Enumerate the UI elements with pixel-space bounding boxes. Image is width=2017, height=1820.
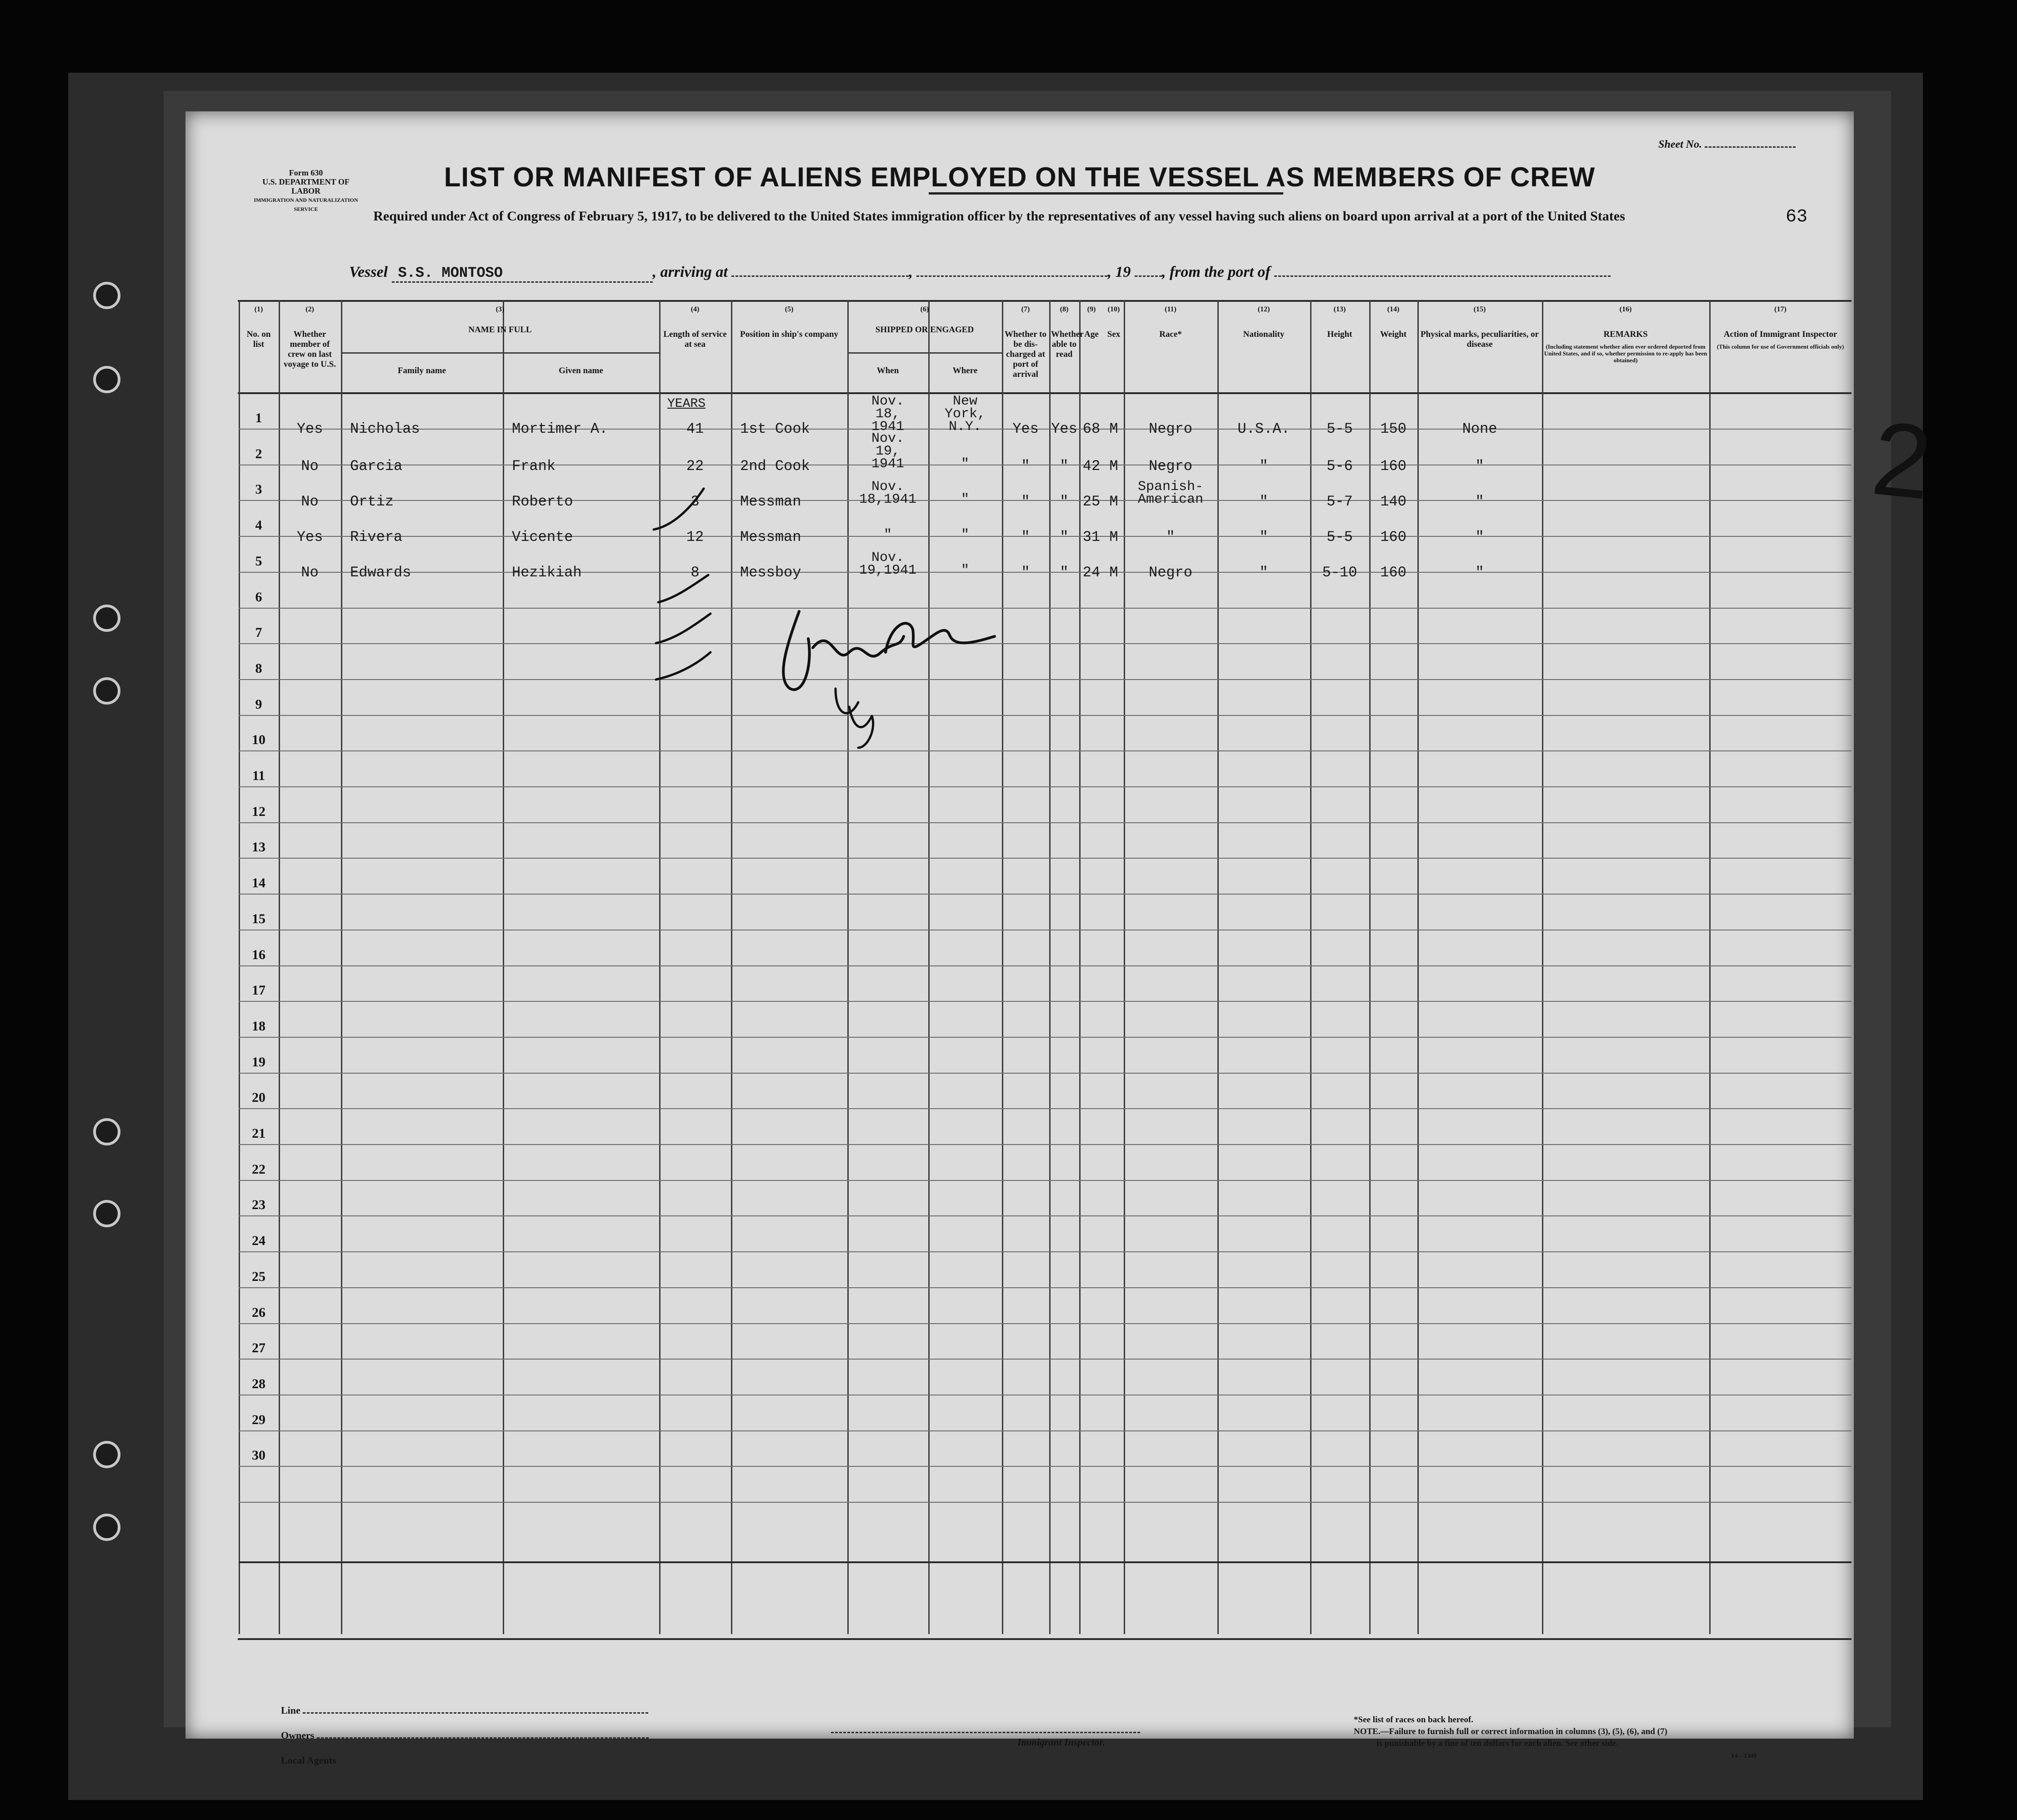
sheet-label: Sheet No. — [1658, 139, 1702, 150]
row-number: 17 — [252, 983, 265, 998]
age-cell: 24 — [1082, 564, 1101, 581]
column-number: (14) — [1387, 305, 1400, 313]
family-name-cell: Ortiz — [350, 493, 394, 510]
row-divider — [239, 1502, 1852, 1503]
able-to-read-cell: " — [1060, 564, 1069, 581]
shipped-where-cell: " — [961, 492, 969, 507]
nationality-cell: " — [1259, 458, 1268, 475]
vessel-name: S.S. MONTOSO — [392, 265, 653, 283]
penalty-note-2: is punishable by a fine of ten dollars for each alien. See other side. — [1376, 1739, 1618, 1748]
sex-cell: M — [1109, 420, 1118, 437]
column-header: SHIPPED OR ENGAGED — [875, 325, 974, 335]
row-divider — [239, 1144, 1852, 1145]
column-number: (9) — [1087, 305, 1096, 313]
family-name-cell: Garcia — [350, 458, 403, 475]
binder-hole-icon — [93, 1118, 120, 1145]
nationality-cell: " — [1259, 493, 1268, 510]
row-divider — [239, 786, 1852, 787]
row-number: 19 — [252, 1054, 265, 1070]
column-header: Action of Immigrant Inspector — [1723, 330, 1837, 339]
row-divider — [239, 1287, 1852, 1288]
weight-cell: 160 — [1380, 458, 1406, 475]
able-to-read-cell: " — [1060, 529, 1069, 545]
last-voyage-cell: No — [301, 458, 319, 475]
given-name-cell: Frank — [512, 458, 556, 475]
given-name-cell: Vicente — [512, 529, 573, 545]
row-number: 25 — [252, 1269, 265, 1284]
row-number: 12 — [252, 804, 265, 819]
column-number: (16) — [1619, 305, 1632, 313]
column-number: (5) — [785, 305, 794, 313]
row-number: 20 — [252, 1090, 265, 1105]
column-header: Weight — [1380, 330, 1407, 339]
given-name-cell: Mortimer A. — [512, 420, 608, 437]
inspector-signature-line — [831, 1732, 1140, 1733]
column-header: Whether member of crew on last voyage to U.S. — [283, 330, 336, 369]
column-number: (6) — [920, 305, 929, 313]
inspector-signature-icon — [758, 598, 1013, 757]
binder-hole-icon — [93, 1200, 120, 1227]
row-number: 28 — [252, 1376, 265, 1391]
given-name-cell: Hezikiah — [512, 564, 582, 581]
height-cell: 5-5 — [1326, 529, 1353, 545]
owners-label: Owners — [281, 1730, 315, 1741]
column-number: (8) — [1060, 305, 1069, 313]
service-length-cell: 41 — [686, 420, 704, 437]
agents-label: Local Agents — [281, 1755, 336, 1766]
line-label: Line — [281, 1705, 300, 1716]
column-subheader: When — [876, 366, 899, 375]
row-number: 18 — [252, 1018, 265, 1034]
discharged-cell: Yes — [1012, 420, 1039, 437]
service-length-cell: 8 — [691, 564, 700, 581]
height-cell: 5-5 — [1326, 420, 1353, 437]
inspector-label: Immigrant Inspector. — [1017, 1736, 1106, 1748]
row-divider — [239, 1001, 1852, 1002]
column-number: (10) — [1107, 305, 1120, 313]
row-divider — [239, 894, 1852, 895]
position-cell: Messboy — [740, 564, 801, 581]
column-subheader: Where — [952, 366, 978, 375]
position-cell: 1st Cook — [740, 420, 810, 437]
nationality-cell: " — [1259, 529, 1268, 545]
last-voyage-cell: No — [301, 493, 319, 510]
row-divider — [239, 1359, 1852, 1360]
able-to-read-cell: " — [1060, 458, 1069, 475]
row-divider — [239, 1108, 1852, 1109]
row-number: 16 — [252, 947, 265, 962]
body-bottom-rule — [239, 1561, 1852, 1563]
race-cell: Negro — [1148, 564, 1192, 581]
check-marks-icon — [649, 411, 740, 702]
sex-cell: M — [1109, 564, 1118, 581]
race-note: *See list of races on back hereof. — [1354, 1715, 1473, 1725]
sex-cell: M — [1109, 493, 1118, 510]
age-cell: 31 — [1082, 529, 1101, 545]
column-header: Age — [1084, 330, 1099, 339]
sex-cell: M — [1109, 529, 1118, 545]
column-number: (2) — [305, 305, 314, 313]
row-number: 13 — [252, 840, 265, 855]
column-header: Race* — [1159, 330, 1182, 339]
discharged-cell: " — [1021, 529, 1030, 545]
last-voyage-cell: Yes — [296, 420, 323, 437]
row-number: 27 — [252, 1340, 265, 1356]
shipped-where-cell: " — [961, 563, 969, 578]
row-number: 3 — [255, 482, 262, 497]
binder-hole-icon — [93, 282, 120, 309]
title-underline — [929, 192, 1283, 195]
row-divider — [239, 1251, 1852, 1252]
nationality-cell: U.S.A. — [1237, 420, 1290, 437]
row-number: 26 — [252, 1305, 265, 1320]
physical-marks-cell: " — [1475, 564, 1484, 581]
owners-field — [281, 1730, 649, 1741]
years-label: YEARS — [667, 397, 706, 411]
column-number: (17) — [1774, 305, 1787, 313]
row-number: 30 — [252, 1448, 265, 1463]
row-divider — [239, 679, 1852, 680]
agents-field — [281, 1755, 652, 1766]
row-divider — [239, 1180, 1852, 1181]
column-header: Physical marks, peculiarities, or disease — [1420, 330, 1539, 349]
race-cell: " — [1166, 529, 1175, 545]
page-subtitle: Required under Act of Congress of February 5, 1917, to be delivered to the United States immigration officer by the representatives of any vessel having such aliens on board upon arrival at a port of the United States — [373, 209, 1625, 224]
last-voyage-cell: No — [301, 564, 319, 581]
vessel-line: Vessel S.S. MONTOSO , arriving at , , 19 , from the port of — [349, 264, 1611, 283]
column-number: (7) — [1021, 305, 1030, 313]
nationality-cell: " — [1259, 564, 1268, 581]
height-cell: 5-7 — [1326, 493, 1353, 510]
row-number: 6 — [255, 589, 262, 605]
service-length-cell: 12 — [686, 529, 704, 545]
arriving-label: , arriving at — [652, 264, 728, 280]
able-to-read-cell: " — [1060, 493, 1069, 510]
position-cell: Messman — [740, 493, 801, 510]
binder-hole-icon — [93, 605, 120, 632]
service-length-cell: 3 — [691, 493, 700, 510]
height-cell: 5-6 — [1326, 458, 1353, 475]
physical-marks-cell: None — [1462, 420, 1497, 437]
row-divider — [239, 1215, 1852, 1216]
year-label: , 19 — [1107, 264, 1131, 280]
weight-cell: 160 — [1380, 564, 1406, 581]
age-cell: 42 — [1082, 458, 1101, 475]
row-divider — [239, 608, 1852, 609]
sex-cell: M — [1109, 458, 1118, 475]
column-header: Position in ship's company — [740, 330, 838, 339]
row-number: 29 — [252, 1412, 265, 1427]
family-name-cell: Nicholas — [350, 420, 420, 437]
age-cell: 25 — [1082, 493, 1101, 510]
shipped-when-cell: Nov. 18, 1941 — [871, 394, 904, 435]
weight-cell: 140 — [1380, 493, 1406, 510]
column-header: Whether to be dis-charged at port of arrival — [1005, 330, 1046, 379]
page-number: 63 — [1786, 207, 1808, 227]
physical-marks-cell: " — [1475, 529, 1484, 545]
row-number: 10 — [252, 732, 265, 748]
shipped-where-cell: " — [961, 527, 969, 543]
row-divider — [239, 715, 1852, 716]
form-number: Form 630 — [289, 168, 323, 177]
row-divider — [239, 1430, 1852, 1431]
row-divider — [239, 822, 1852, 823]
row-divider — [239, 1466, 1852, 1467]
row-number: 14 — [252, 875, 265, 891]
penalty-note-1: NOTE.—Failure to furnish full or correct information in columns (3), (5), (6), and (7) — [1354, 1727, 1667, 1736]
row-divider — [239, 750, 1852, 751]
discharged-cell: " — [1021, 564, 1030, 581]
column-number: (11) — [1165, 305, 1176, 313]
from-port-label: , from the port of — [1161, 264, 1271, 280]
column-header-note: (This column for use of Government officials only) — [1717, 343, 1844, 350]
header-bottom-rule — [238, 392, 1852, 394]
column-subheader: Given name — [559, 366, 603, 375]
row-number: 7 — [255, 625, 262, 640]
row-number: 21 — [252, 1126, 265, 1141]
column-header: NAME IN FULL — [468, 325, 532, 335]
row-divider — [239, 1323, 1852, 1324]
department: U.S. DEPARTMENT OF LABOR — [262, 177, 350, 195]
column-number: (3) — [495, 305, 505, 313]
row-divider — [239, 643, 1852, 644]
row-number: 5 — [255, 553, 262, 569]
shipped-when-cell: Nov. 19,1941 — [859, 550, 917, 578]
service-name: IMMIGRATION AND NATURALIZATION SERVICE — [254, 197, 358, 212]
vessel-label: Vessel — [349, 264, 388, 280]
sheet-number-field — [1658, 139, 1796, 151]
race-cell: Negro — [1148, 458, 1192, 475]
row-divider — [239, 1037, 1852, 1038]
position-cell: Messman — [740, 529, 801, 545]
shipped-where-cell: " — [961, 456, 969, 472]
shipped-when-cell: Nov. 19, 1941 — [871, 431, 904, 472]
row-number: 8 — [255, 660, 262, 676]
manifest-page — [185, 111, 1854, 1766]
column-header: Whether able to read — [1051, 330, 1084, 359]
discharged-cell: " — [1021, 493, 1030, 510]
column-number: (13) — [1333, 305, 1346, 313]
position-cell: 2nd Cook — [740, 458, 810, 475]
last-voyage-cell: Yes — [296, 529, 323, 545]
binder-hole-icon — [93, 1514, 120, 1541]
row-number: 11 — [252, 768, 265, 783]
column-header: Nationality — [1243, 330, 1285, 339]
row-number: 23 — [252, 1197, 265, 1213]
age-cell: 68 — [1082, 420, 1101, 437]
column-header: Height — [1327, 330, 1352, 339]
physical-marks-cell: " — [1475, 493, 1484, 510]
weight-cell: 150 — [1380, 420, 1406, 437]
discharged-cell: " — [1021, 458, 1030, 475]
row-number: 4 — [255, 518, 262, 533]
shipped-where-cell: New York, N.Y. — [944, 394, 986, 435]
able-to-read-cell: Yes — [1051, 420, 1077, 437]
page-title: LIST OR MANIFEST OF ALIENS EMPLOYED ON THE VESSEL AS MEMBERS OF CREW — [444, 162, 1596, 192]
row-number: 9 — [255, 696, 262, 712]
row-number: 22 — [252, 1161, 265, 1177]
column-number: (15) — [1473, 305, 1486, 313]
column-number: (4) — [691, 305, 700, 313]
column-header: Sex — [1107, 330, 1121, 339]
column-header: REMARKS — [1603, 330, 1648, 339]
physical-marks-cell: " — [1475, 458, 1484, 475]
name-header-rule — [341, 352, 659, 354]
row-number: 24 — [252, 1233, 265, 1249]
print-code: 14—1340 — [1731, 1753, 1757, 1760]
row-number: 1 — [255, 410, 262, 425]
weight-cell: 160 — [1380, 529, 1406, 545]
row-number: 2 — [255, 446, 262, 461]
binder-hole-icon — [93, 366, 120, 393]
service-length-cell: 22 — [686, 458, 704, 475]
margin-mark: 2 — [1867, 399, 1937, 521]
binder-hole-icon — [93, 1441, 120, 1468]
binder-hole-icon — [93, 677, 120, 705]
column-header-note: (Including statement whether alien ever ordered deported from United States, and if so, whether permission to re-apply has been obtained) — [1544, 343, 1707, 364]
column-number: (12) — [1257, 305, 1270, 313]
column-number: (1) — [254, 305, 263, 313]
shipped-when-cell: " — [883, 527, 892, 543]
row-divider — [239, 858, 1852, 859]
height-cell: 5-10 — [1322, 564, 1357, 581]
shipped-when-cell: Nov. 18,1941 — [859, 479, 917, 507]
column-header: No. on list — [246, 330, 271, 349]
race-cell: Negro — [1148, 420, 1192, 437]
given-name-cell: Roberto — [512, 493, 573, 510]
shipped-header-rule — [847, 352, 1002, 354]
column-subheader: Family name — [397, 366, 446, 375]
row-divider — [239, 965, 1852, 966]
family-name-cell: Edwards — [350, 564, 411, 581]
family-name-cell: Rivera — [350, 529, 403, 545]
race-cell: Spanish- American — [1137, 479, 1204, 507]
row-divider — [239, 1073, 1852, 1074]
row-number: 15 — [252, 911, 265, 926]
column-header: Length of service at sea — [663, 330, 727, 349]
line-field — [281, 1705, 648, 1716]
